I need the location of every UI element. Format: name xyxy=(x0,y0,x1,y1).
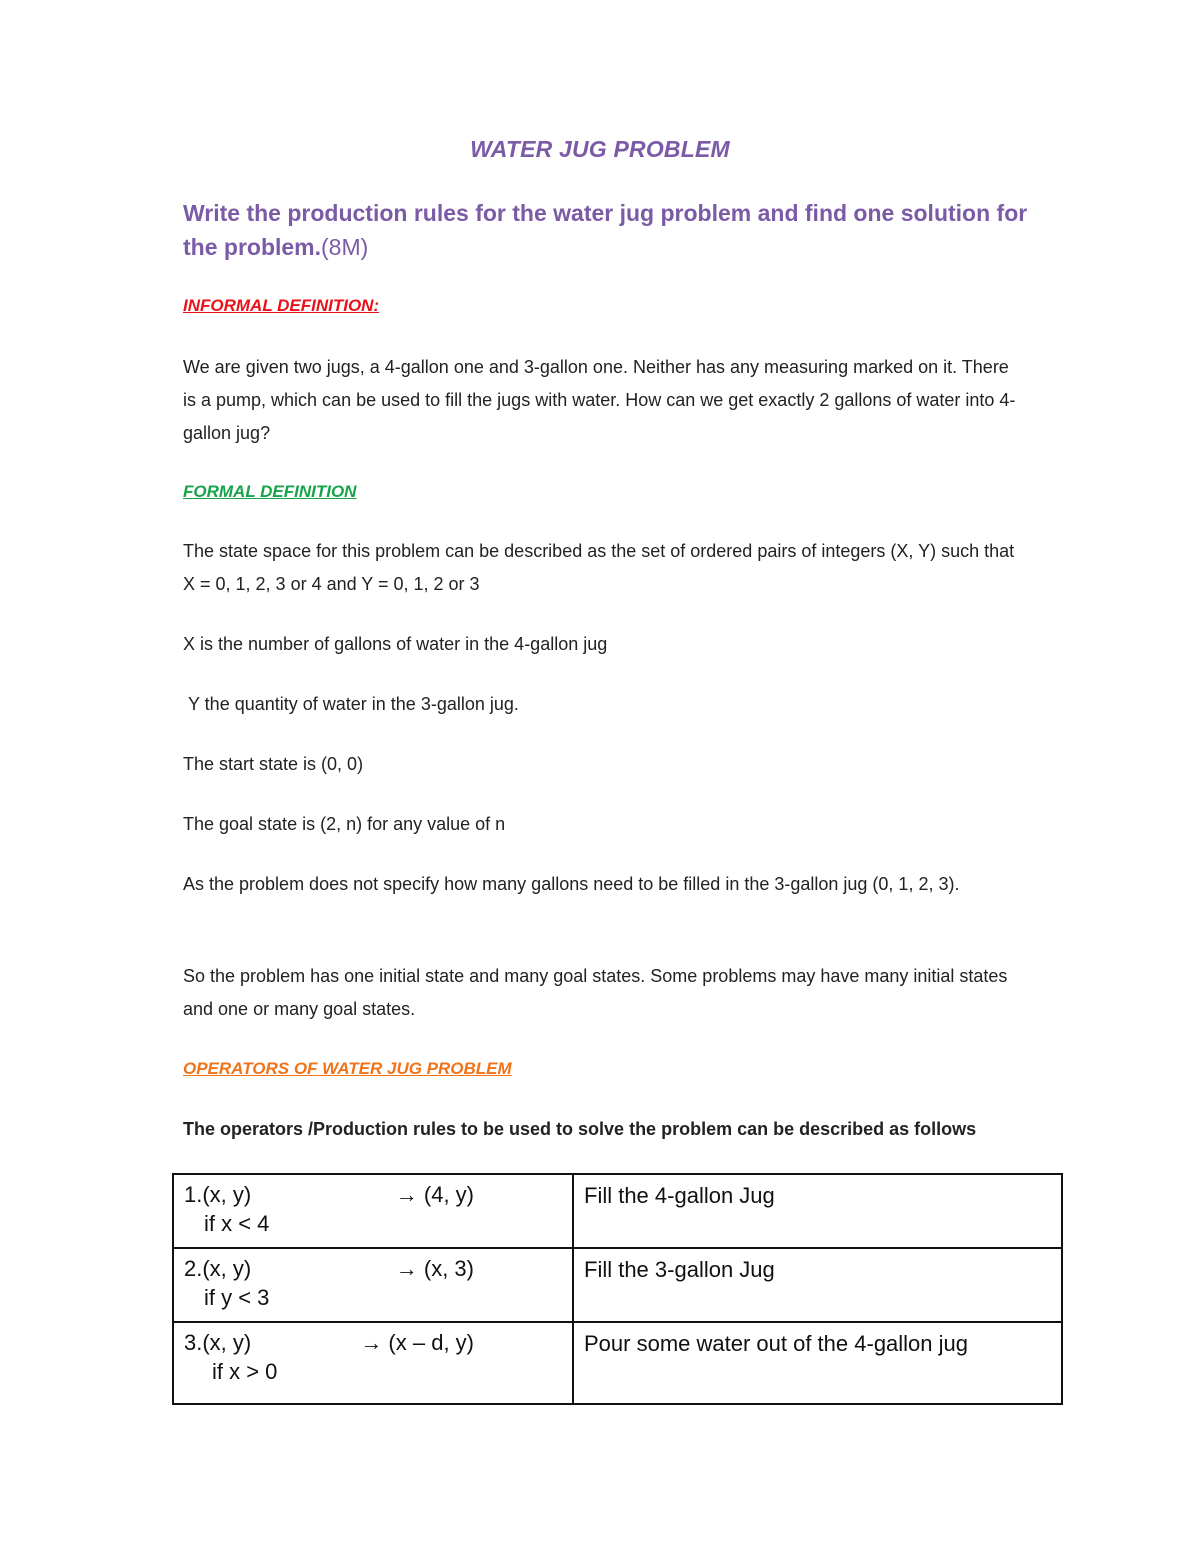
rule-result: → (x, 3) xyxy=(395,1256,474,1281)
rule-cell xyxy=(173,1322,573,1404)
y-definition: Y the quantity of water in the 3-gallon jug. xyxy=(188,694,519,714)
question-marks: (8M) xyxy=(321,234,369,260)
rule-condition: if y < 3 xyxy=(204,1285,270,1310)
rule-description: Pour some water out of the 4-gallon jug xyxy=(584,1331,969,1356)
production-rules-table xyxy=(172,1173,1063,1405)
rule-condition: if x < 4 xyxy=(204,1211,270,1236)
rule-cell xyxy=(173,1174,573,1248)
formal-definition-heading: FORMAL DEFINITION xyxy=(183,482,357,501)
table-row xyxy=(173,1248,1062,1322)
goal-state-text: The goal state is (2, n) for any value of n xyxy=(183,814,506,834)
rule-description: Fill the 3-gallon Jug xyxy=(584,1257,775,1282)
operators-heading: OPERATORS OF WATER JUG PROBLEM xyxy=(183,1059,512,1078)
x-definition: X is the number of gallons of water in the 4-gallon jug xyxy=(183,634,608,654)
informal-definition-text: We are given two jugs, a 4-gallon one and 3-gallon one. Neither has any measuring marked on it. There is a pump, which can be used to fill the jugs with water. How can we get exactly 2 gallons of water into 4-gallon jug? xyxy=(183,357,1016,443)
goal-note-text: As the problem does not specify how many gallons need to be filled in the 3-gallon jug (0, 1, 2, 3). xyxy=(183,874,960,894)
informal-definition-heading: INFORMAL DEFINITION: xyxy=(183,296,380,315)
rule-description-cell xyxy=(573,1174,1062,1248)
table-row xyxy=(173,1174,1062,1248)
question-text xyxy=(183,196,1043,264)
rule-state: 2.(x, y) xyxy=(184,1256,252,1281)
states-summary-text: So the problem has one initial state and many goal states. Some problems may have many initial states and one or many goal states. xyxy=(183,966,1008,1019)
question-body: Write the production rules for the water jug problem and find one solution for the problem. xyxy=(183,200,1028,260)
start-state-text: The start state is (0, 0) xyxy=(183,754,364,774)
rule-result: → (x – d, y) xyxy=(360,1330,474,1355)
document-title: WATER JUG PROBLEM xyxy=(470,136,730,162)
rule-condition: if x > 0 xyxy=(212,1359,278,1384)
rule-result: → (4, y) xyxy=(395,1182,474,1207)
rule-description-cell xyxy=(573,1248,1062,1322)
rule-cell xyxy=(173,1248,573,1322)
rule-state: 1.(x, y) xyxy=(184,1182,252,1207)
operators-intro: The operators /Production rules to be used to solve the problem can be described as follows xyxy=(183,1119,977,1139)
rule-state: 3.(x, y) xyxy=(184,1330,252,1355)
rule-description: Fill the 4-gallon Jug xyxy=(584,1183,775,1208)
table-row xyxy=(173,1322,1062,1404)
state-space-text: The state space for this problem can be described as the set of ordered pairs of integers (X, Y) such that X = 0, 1, 2, 3 or 4 and Y = 0, 1, 2 or 3 xyxy=(183,541,1015,594)
rule-description-cell xyxy=(573,1322,1062,1404)
